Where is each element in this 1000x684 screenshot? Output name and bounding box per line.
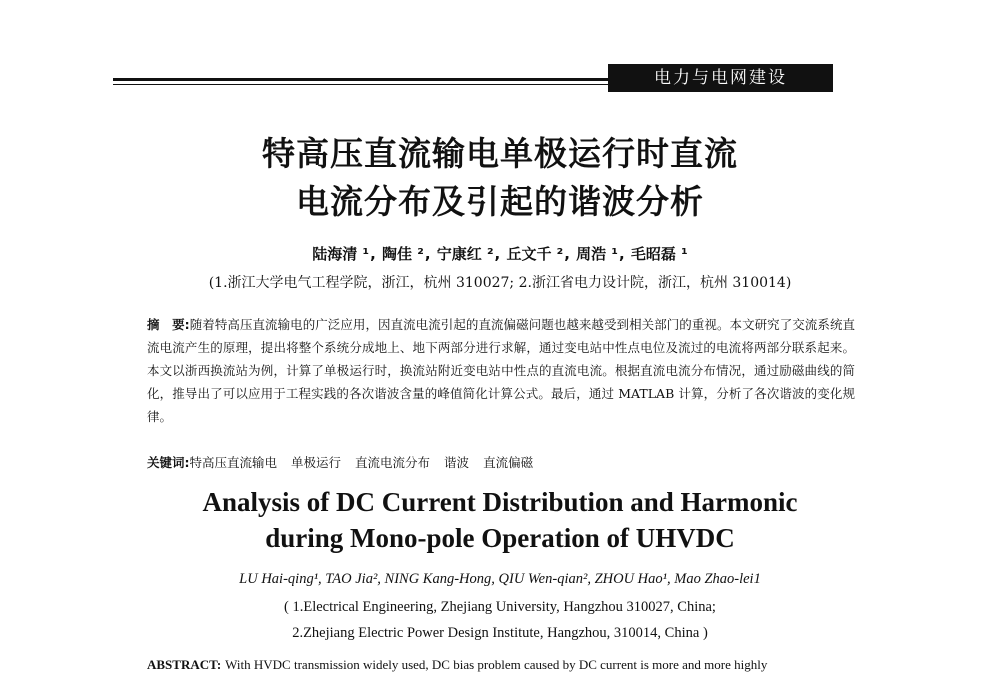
keywords-cn-label: 关键词: <box>147 455 190 470</box>
authors-en: LU Hai-qing¹, TAO Jia², NING Kang-Hong, QIU Wen-qian², ZHOU Hao¹, Mao Zhao-lei1 <box>239 571 761 587</box>
author-cn: 宁康红 ² <box>436 245 494 263</box>
title-en-line-2: during Mono-pole Operation of UHVDC <box>265 523 735 553</box>
affiliation-en-line-2: 2.Zhejiang Electric Power Design Institute, Hangzhou, 310014, China ) <box>292 625 708 641</box>
author-cn: 陶佳 ² <box>382 245 424 263</box>
header-rule-thin <box>113 84 613 85</box>
keyword: 直流偏磁 <box>483 455 534 470</box>
affiliation-en-line-1: ( 1.Electrical Engineering, Zhejiang University, Hangzhou 310027, China; <box>284 599 716 615</box>
title-en-line-1: Analysis of DC Current Distribution and Harmonic <box>202 487 798 517</box>
authors-cn: 陆海清 ¹, 陶佳 ², 宁康红 ², 丘文千 ², 周浩 ¹, 毛昭磊 ¹ <box>312 245 688 263</box>
affiliation-cn: (1.浙江大学电气工程学院，浙江，杭州 310027; 2.浙江省电力设计院，浙江，杭州 310014) <box>208 275 792 291</box>
author-cn: 周浩 ¹ <box>576 245 618 263</box>
section-tab: 电力与电网建设 <box>608 64 833 92</box>
keyword: 直流电流分布 <box>355 455 431 470</box>
keyword: 单极运行 <box>291 455 342 470</box>
abstract-en-text: With HVDC transmission widely used, DC bias problem caused by DC current is more and more highly <box>225 657 768 672</box>
abstract-cn-text: 随着特高压直流输电的广泛应用，因直流电流引起的直流偏磁问题也越来越受到相关部门的重视。本文研究了交流系统直流电流产生的原理，提出将整个系统分成地上、地下两部分进行求解，通过变电站中性点电位及流过的电流将两部分联系起来。本文以浙西换流站为例，计算了单极运行时，换流站附近变电站中性点的直流电流。根据直流电流分布情况，通过励磁曲线的简化，推导出了可以应用于工程实践的各次谐波含量的峰值简化计算公式。最后，通过 MATLAB 计算，分析了各次谐波的变化规律。 <box>147 317 855 424</box>
title-cn-line-2: 电流分布及引起的谐波分析 <box>296 182 704 221</box>
abstract-en-label: ABSTRACT: <box>147 657 222 672</box>
keyword: 特高压直流输电 <box>189 455 278 470</box>
author-cn: 毛昭磊 ¹ <box>630 245 688 263</box>
title-cn-line-1: 特高压直流输电单极运行时直流 <box>262 134 738 173</box>
abstract-cn-label: 摘 要: <box>147 317 190 332</box>
author-cn: 丘文千 ² <box>506 245 564 263</box>
abstract-cn <box>147 313 855 428</box>
abstract-en <box>147 657 867 673</box>
keyword: 谐波 <box>444 455 470 470</box>
keywords-cn <box>147 451 855 474</box>
author-cn: 陆海清 ¹ <box>312 245 370 263</box>
